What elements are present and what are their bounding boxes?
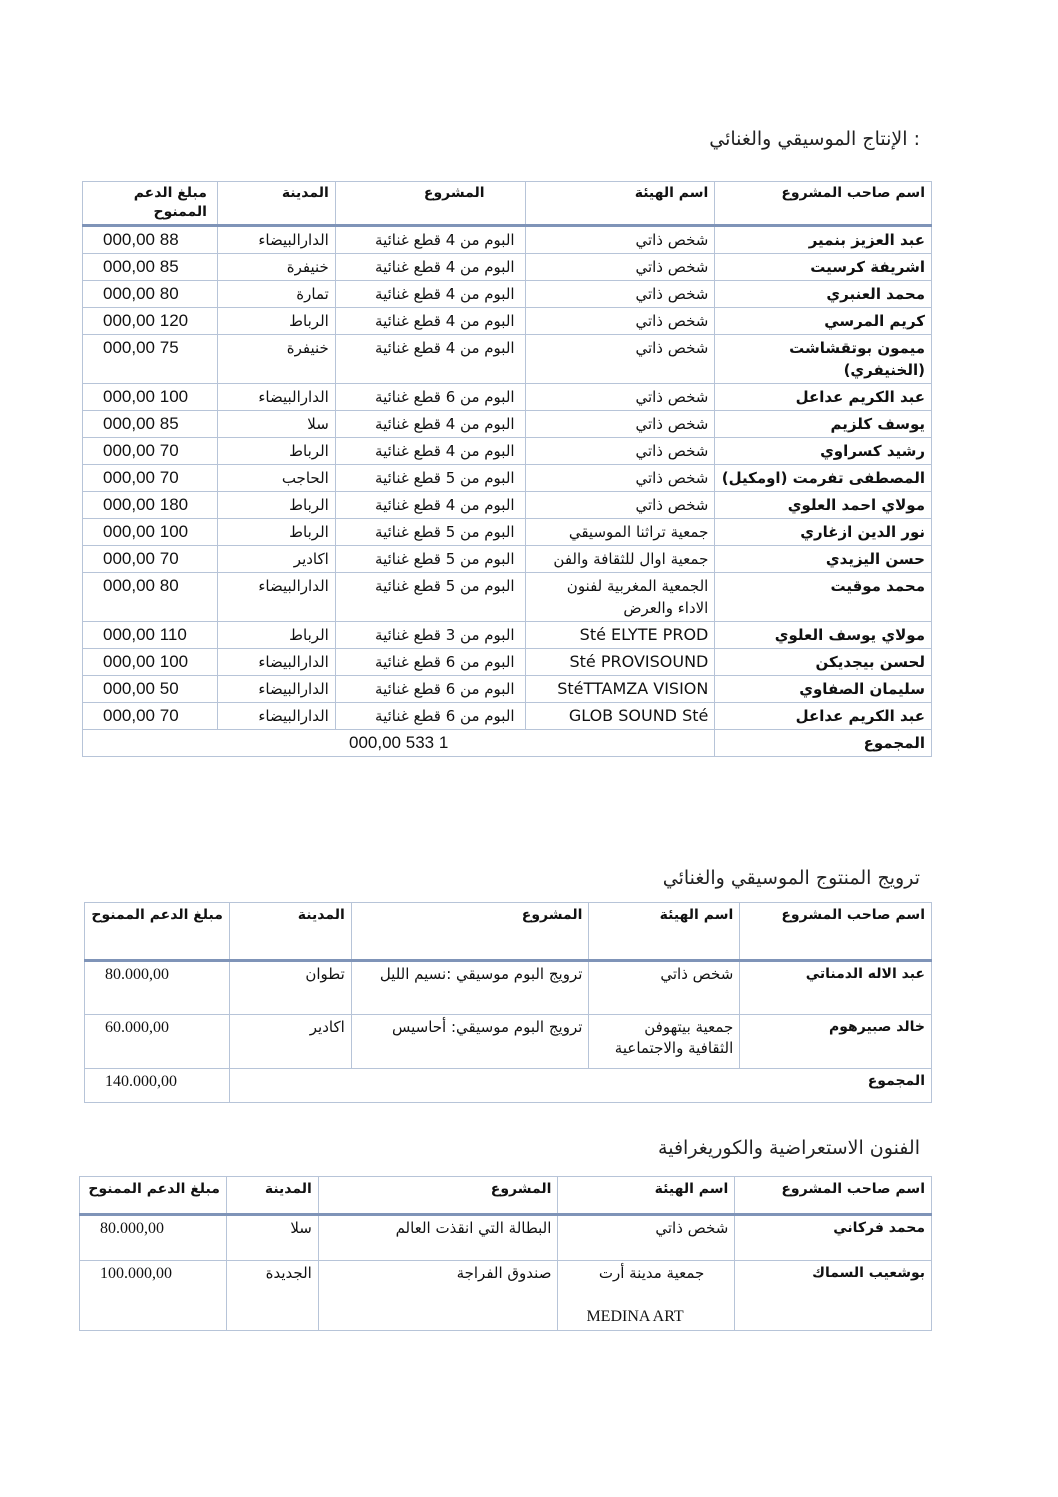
header-project: المشروع: [335, 182, 525, 226]
table-row: [85, 1015, 932, 1069]
total-label: المجموع: [229, 1069, 931, 1103]
table-row: [83, 649, 932, 676]
cell-city: الجديدة: [226, 1261, 318, 1331]
cell-org: شخص ذاتي: [525, 492, 715, 519]
cell-org: شخص ذاتي: [525, 254, 715, 281]
cell-amount: 80.000,00: [85, 961, 230, 1015]
cell-city: الرباط: [217, 622, 335, 649]
header-project: المشروع: [318, 1177, 558, 1215]
cell-owner: لحسن بيجديكن: [715, 649, 932, 676]
table-row: [83, 622, 932, 649]
cell-owner: محمد العنبري: [715, 281, 932, 308]
cell-amount: 70 000,00: [83, 438, 218, 465]
header-city: المدينة: [217, 182, 335, 226]
cell-amount: 100 000,00: [83, 649, 218, 676]
cell-project: البوم من 5 قطع غنائية: [335, 546, 525, 573]
cell-owner: اشريفة كرسيت: [715, 254, 932, 281]
cell-owner: عبد العزيز بنمير: [715, 226, 932, 254]
cell-owner: حسن اليزيدي: [715, 546, 932, 573]
cell-project: البوم من 4 قطع غنائية: [335, 411, 525, 438]
cell-owner: مولاي احمد العلوي: [715, 492, 932, 519]
cell-owner: محمد فركاني: [735, 1215, 932, 1261]
cell-org: شخص ذاتي: [525, 226, 715, 254]
table-row: [85, 961, 932, 1015]
cell-amount: 100 000,00: [83, 384, 218, 411]
cell-project: البوم من 3 قطع غنائية: [335, 622, 525, 649]
cell-project: البوم من 5 قطع غنائية: [335, 519, 525, 546]
cell-owner: خالد صبيرهوم: [740, 1015, 932, 1069]
table-row: [83, 335, 932, 384]
total-row: [83, 730, 932, 757]
table-row: [83, 573, 932, 622]
music-promotion-table: [84, 902, 932, 1103]
cell-city: سلا: [226, 1215, 318, 1261]
section-title-music-promotion: ترويج المنتوج الموسيقي والغنائي: [662, 867, 920, 889]
cell-city: الدارالبيضاء: [217, 226, 335, 254]
cell-org: شخص ذاتي: [525, 335, 715, 384]
header-org: اسم الهيئة: [589, 903, 740, 961]
cell-org: شخص ذاتي: [525, 281, 715, 308]
header-amount: مبلغ الدعم الممنوح: [85, 903, 230, 961]
cell-city: الدارالبيضاء: [217, 573, 335, 622]
cell-amount: 70 000,00: [83, 703, 218, 730]
table-row: [83, 281, 932, 308]
cell-amount: 85 000,00: [83, 411, 218, 438]
cell-city: الدارالبيضاء: [217, 703, 335, 730]
cell-org-arabic: جمعية مدينة أرت: [598, 1264, 705, 1282]
table-row: [83, 438, 932, 465]
cell-amount: 80 000,00: [83, 573, 218, 622]
header-org: اسم الهيئة: [558, 1177, 735, 1215]
cell-amount: 70 000,00: [83, 546, 218, 573]
table-row: [83, 308, 932, 335]
table-row: [83, 546, 932, 573]
cell-org: GLOB SOUND Sté: [525, 703, 715, 730]
cell-org: الجمعية المغربية لفنون الاداء والعرض: [525, 573, 715, 622]
cell-project: البوم من 4 قطع غنائية: [335, 308, 525, 335]
cell-org: شخص ذاتي: [525, 308, 715, 335]
table-row: [83, 492, 932, 519]
total-value: 1 533 000,00: [83, 730, 715, 757]
cell-project: البوم من 4 قطع غنائية: [335, 254, 525, 281]
cell-amount: 80.000,00: [80, 1215, 227, 1261]
table-header-row: [80, 1177, 932, 1215]
table-row: [83, 519, 932, 546]
cell-project: البوم من 5 قطع غنائية: [335, 573, 525, 622]
header-project: المشروع: [351, 903, 589, 961]
cell-city: تطوان: [229, 961, 351, 1015]
performing-arts-table: [79, 1176, 932, 1331]
cell-project: البوم من 6 قطع غنائية: [335, 649, 525, 676]
cell-amount: 50 000,00: [83, 676, 218, 703]
cell-owner: محمد موقيت: [715, 573, 932, 622]
cell-org: [558, 1261, 735, 1331]
table-row: [80, 1215, 932, 1261]
cell-org-latin: MEDINA ART: [586, 1308, 684, 1325]
section-title-performing-arts: الفنون الاستعراضية والكوريغرافية: [658, 1137, 920, 1159]
cell-project: البوم من 4 قطع غنائية: [335, 281, 525, 308]
cell-project: البوم من 6 قطع غنائية: [335, 676, 525, 703]
header-owner: اسم صاحب المشروع: [735, 1177, 932, 1215]
cell-project: البوم من 6 قطع غنائية: [335, 703, 525, 730]
cell-owner: سليمان الصفاوي: [715, 676, 932, 703]
cell-org: شخص ذاتي: [525, 438, 715, 465]
total-row: [85, 1069, 932, 1103]
cell-org: شخص ذاتي: [558, 1215, 735, 1261]
cell-project: البوم من 4 قطع غنائية: [335, 492, 525, 519]
cell-city: سلا: [217, 411, 335, 438]
cell-amount: 88 000,00: [83, 226, 218, 254]
cell-owner: عبد الكريم عداعل: [715, 703, 932, 730]
music-production-table: [82, 181, 932, 757]
cell-city: تمارة: [217, 281, 335, 308]
cell-owner: نور الدين ازغاري: [715, 519, 932, 546]
cell-city: خنيفرة: [217, 254, 335, 281]
cell-project: البطالة التي انقذت العالم: [318, 1215, 558, 1261]
cell-city: اكادير: [217, 546, 335, 573]
cell-city: الرباط: [217, 308, 335, 335]
cell-amount: 120 000,00: [83, 308, 218, 335]
cell-org: Sté ELYTE PROD: [525, 622, 715, 649]
cell-owner: عبد الكريم عداعل: [715, 384, 932, 411]
cell-amount: 110 000,00: [83, 622, 218, 649]
section-title-music-production: : الإنتاج الموسيقي والغنائي: [709, 128, 920, 150]
table-row: [83, 254, 932, 281]
cell-amount: 60.000,00: [85, 1015, 230, 1069]
header-city: المدينة: [229, 903, 351, 961]
cell-org: StéTTAMZA VISION: [525, 676, 715, 703]
table-row: [83, 411, 932, 438]
table-row: [83, 703, 932, 730]
header-amount: مبلغ الدعم الممنوح: [83, 182, 218, 226]
table-header-row: [83, 182, 932, 226]
cell-owner: مولاي يوسف العلوي: [715, 622, 932, 649]
cell-city: الرباط: [217, 519, 335, 546]
cell-owner: رشيد كسراوي: [715, 438, 932, 465]
cell-amount: 100 000,00: [83, 519, 218, 546]
cell-city: الحاجب: [217, 465, 335, 492]
cell-project: ترويج البوم موسيقي :نسيم الليل: [351, 961, 589, 1015]
header-org: اسم الهيئة: [525, 182, 715, 226]
cell-owner: يوسف كلزيم: [715, 411, 932, 438]
cell-city: الدارالبيضاء: [217, 649, 335, 676]
cell-project: البوم من 4 قطع غنائية: [335, 335, 525, 384]
cell-project: البوم من 4 قطع غنائية: [335, 438, 525, 465]
cell-owner: كريم المرسي: [715, 308, 932, 335]
cell-org: Sté PROVISOUND: [525, 649, 715, 676]
cell-project: ترويج البوم موسيقي: أحاسيس: [351, 1015, 589, 1069]
cell-city: الرباط: [217, 438, 335, 465]
cell-amount: 75 000,00: [83, 335, 218, 384]
total-value: 140.000,00: [85, 1069, 230, 1103]
table-row: [83, 465, 932, 492]
cell-org: شخص ذاتي: [525, 411, 715, 438]
header-owner: اسم صاحب المشروع: [740, 903, 932, 961]
cell-owner: بوشعيب السماك: [735, 1261, 932, 1331]
total-label: المجموع: [715, 730, 932, 757]
cell-city: الدارالبيضاء: [217, 676, 335, 703]
cell-owner: ميمون بوتقشاشت (الخنيفري): [715, 335, 932, 384]
cell-amount: 100.000,00: [80, 1261, 227, 1331]
cell-project: البوم من 6 قطع غنائية: [335, 384, 525, 411]
header-city: المدينة: [226, 1177, 318, 1215]
cell-project: صندوق الفراجة: [318, 1261, 558, 1331]
header-owner: اسم صاحب المشروع: [715, 182, 932, 226]
cell-amount: 180 000,00: [83, 492, 218, 519]
cell-project: البوم من 4 قطع غنائية: [335, 226, 525, 254]
cell-amount: 70 000,00: [83, 465, 218, 492]
cell-city: اكادير: [229, 1015, 351, 1069]
cell-amount: 80 000,00: [83, 281, 218, 308]
table-header-row: [85, 903, 932, 961]
cell-city: الرباط: [217, 492, 335, 519]
table-row: [83, 676, 932, 703]
table-row: [80, 1261, 932, 1331]
table-row: [83, 226, 932, 254]
cell-org: شخص ذاتي: [589, 961, 740, 1015]
header-amount: مبلغ الدعم الممنوح: [80, 1177, 227, 1215]
cell-project: البوم من 5 قطع غنائية: [335, 465, 525, 492]
cell-city: خنيفرة: [217, 335, 335, 384]
cell-org: جمعية اوال للثقافة والفن: [525, 546, 715, 573]
cell-owner: عبد الاله الدمناتي: [740, 961, 932, 1015]
cell-org: جمعية بيتهوفن الثقافية والاجتماعية: [589, 1015, 740, 1069]
cell-org: شخص ذاتي: [525, 465, 715, 492]
cell-owner: المصطفى تفرمت (اومكيل): [715, 465, 932, 492]
cell-org: شخص ذاتي: [525, 384, 715, 411]
cell-city: الدارالبيضاء: [217, 384, 335, 411]
cell-org: جمعية تراثنا الموسيقي: [525, 519, 715, 546]
cell-amount: 85 000,00: [83, 254, 218, 281]
table-row: [83, 384, 932, 411]
